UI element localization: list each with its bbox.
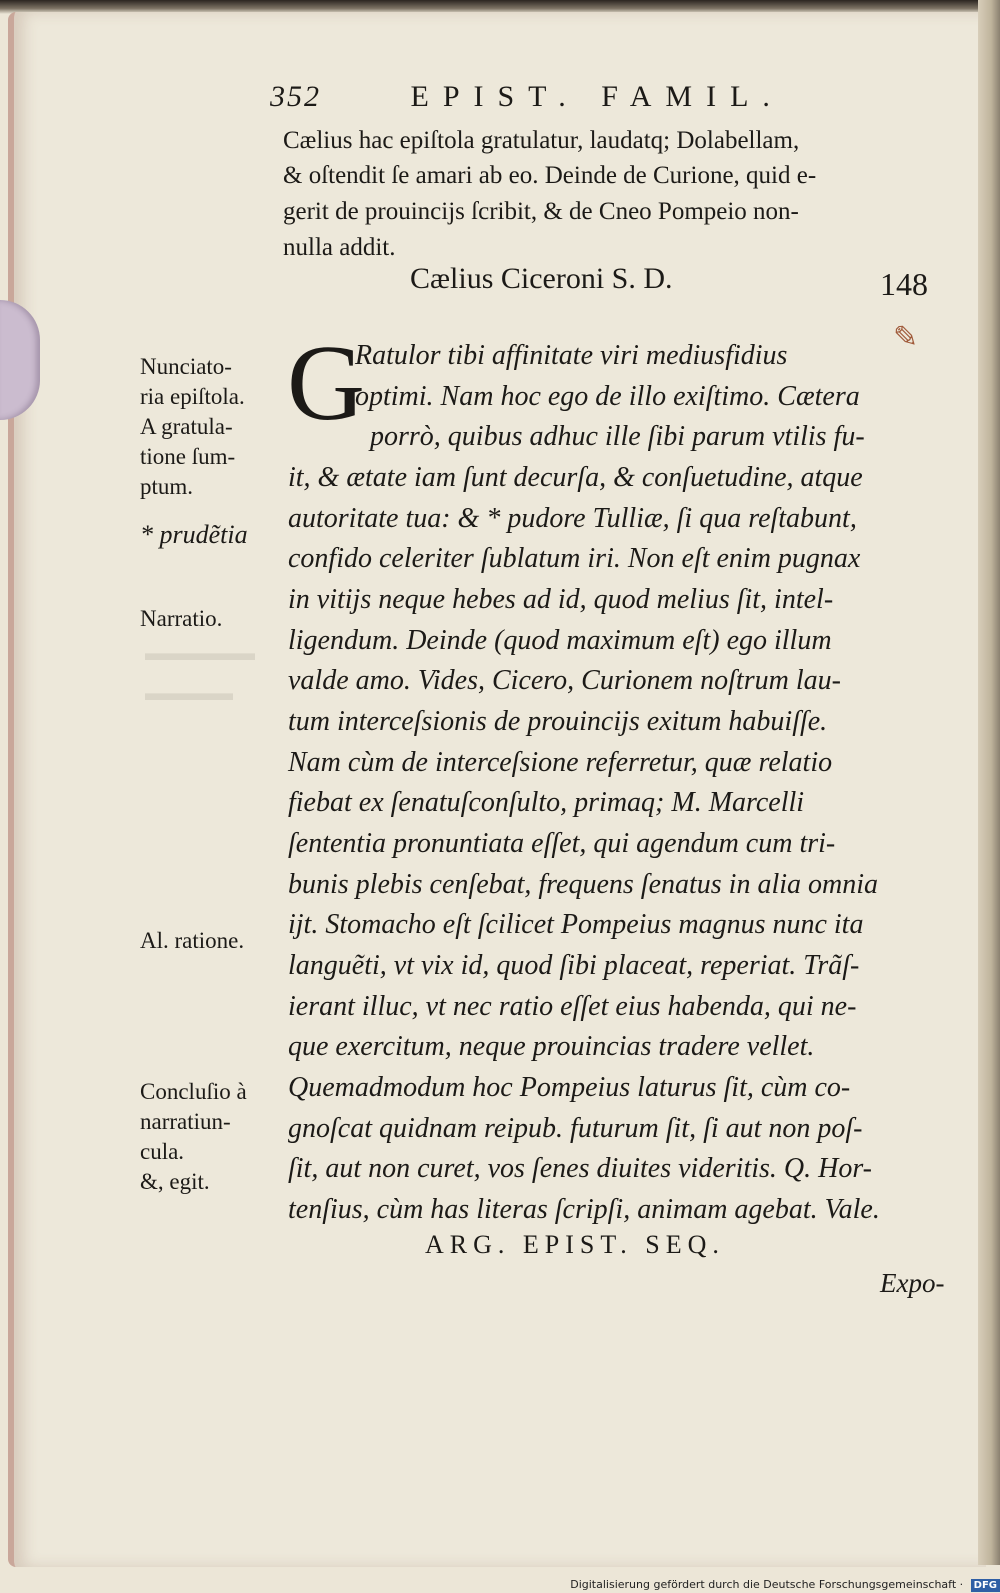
credit-text: Digitalisierung gefördert durch die Deutsche Forschungsgemeinschaft · bbox=[570, 1578, 964, 1591]
summary-line: Cælius hac epiſtola gratulatur, laudatq; Dolabellam, bbox=[283, 127, 800, 154]
page-number: 352 bbox=[270, 80, 321, 113]
letter-heading: Cælius Ciceroni S. D. bbox=[410, 262, 673, 295]
drop-cap: G bbox=[287, 324, 365, 443]
body-line: it, & ætate iam ſunt decurſa, & conſuetudine, atque bbox=[288, 462, 863, 493]
body-line: fiebat ex ſenatuſconſulto, primaq; M. Marcelli bbox=[288, 787, 805, 818]
body-line: languẽti, vt vix id, quod ſibi placeat, reperiat. Trãſ- bbox=[288, 950, 860, 981]
summary-line: nulla addit. bbox=[283, 234, 396, 261]
digitization-credit bbox=[560, 1577, 1000, 1593]
running-header bbox=[270, 80, 784, 114]
running-title: EPIST. FAMIL. bbox=[410, 80, 784, 113]
body-line: confido celeriter ſublatum iri. Non eſt enim pugnax bbox=[288, 543, 861, 574]
bleed-through-marks: ▬▬▬▬▬ bbox=[145, 640, 255, 665]
catchword: Expo- bbox=[880, 1268, 945, 1298]
body-line: bunis plebis cenſebat, frequens ſenatus in alia omnia bbox=[288, 869, 879, 900]
summary-line: gerit de prouincijs ſcribit, & de Cneo Pompeio non- bbox=[283, 198, 799, 225]
margin-note: Concluſio à narratiun- cula. &, egit. bbox=[140, 1079, 247, 1194]
margin-note: * prudẽtia bbox=[140, 520, 248, 549]
body-line: ligendum. Deinde (quod maximum eſt) ego illum bbox=[288, 625, 832, 656]
body-line: optimi. Nam hoc ego de illo exiſtimo. Cætera bbox=[355, 381, 860, 412]
body-line: tenſius, cùm has literas ſcripſi, animam agebat. Vale. bbox=[288, 1194, 880, 1225]
body-line: Nam cùm de interceſsione referretur, quæ relatio bbox=[288, 747, 833, 778]
letter-number: 148 bbox=[880, 266, 928, 302]
margin-note: Narratio. bbox=[140, 606, 223, 631]
next-argument-heading: ARG. EPIST. SEQ. bbox=[425, 1230, 725, 1259]
body-line: ijt. Stomacho eſt ſcilicet Pompeius magnus nunc ita bbox=[288, 909, 864, 940]
body-line: porrò, quibus adhuc ille ſibi parum vtilis fu- bbox=[370, 421, 865, 452]
margin-note: Al. ratione. bbox=[140, 928, 245, 953]
body-line: ſententia pronuntiata eſſet, qui agendum cum tri- bbox=[288, 828, 836, 859]
ink-mark-icon: ✎ bbox=[893, 320, 919, 355]
body-line: que exercitum, neque prouincias tradere vellet. bbox=[288, 1031, 815, 1062]
body-line: Ratulor tibi affinitate viri mediusfidius bbox=[355, 340, 788, 371]
body-line: gnoſcat quidnam reipub. futurum ſit, ſi aut non poſ- bbox=[288, 1113, 863, 1144]
body-line: ierant illuc, vt nec ratio eſſet eius habenda, qui ne- bbox=[288, 991, 857, 1022]
margin-note: Nunciato- ria epiſtola. A gratula- tione ſum- ptum. bbox=[140, 354, 245, 499]
body-line: valde amo. Vides, Cicero, Curionem noſtrum lau- bbox=[288, 665, 841, 696]
body-line: in vitijs neque hebes ad id, quod melius ſit, intel- bbox=[288, 584, 834, 615]
bleed-through-marks: ▬▬▬▬ bbox=[145, 680, 233, 705]
dfg-logo: DFG bbox=[971, 1579, 1000, 1592]
body-line: Quemadmodum hoc Pompeius laturus ſit, cùm co- bbox=[288, 1072, 851, 1103]
body-line: ſit, aut non curet, vos ſenes diuites videritis. Q. Hor- bbox=[288, 1153, 872, 1184]
book-page-edge bbox=[978, 0, 1000, 1565]
summary-line: & oſtendit ſe amari ab eo. Deinde de Curione, quid e- bbox=[283, 162, 817, 189]
body-line: tum interceſsionis de prouincijs exitum habuiſſe. bbox=[288, 706, 828, 737]
body-line: autoritate tua: & * pudore Tulliæ, ſi qua reſtabunt, bbox=[288, 503, 857, 534]
